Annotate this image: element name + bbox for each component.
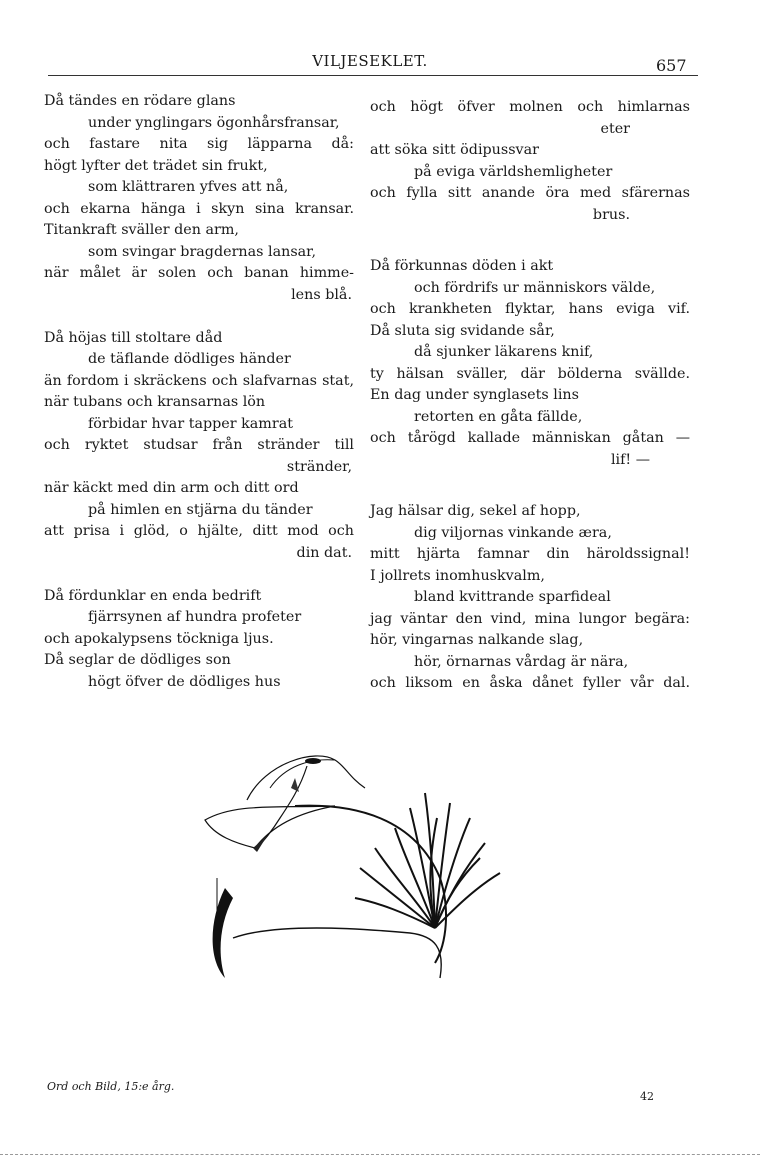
poem-line: Då tändes en rödare glans <box>44 93 236 109</box>
right-column <box>368 97 690 716</box>
poem-line: och apokalypsens töckniga ljus. <box>44 630 274 647</box>
ground-line <box>233 928 441 978</box>
flower-petal-inner <box>270 760 335 788</box>
poem-line: att prisa i glöd, o hjälte, ditt mod och <box>44 523 354 539</box>
poem-line: Jag hälsar dig, sekel af hopp, <box>370 503 581 519</box>
poem-line: och fylla sitt anande öra med sfärernas <box>370 185 690 201</box>
floral-ornament-icon <box>195 748 515 1008</box>
poem-line: och ekarna hänga i skyn sina kransar. <box>44 200 354 217</box>
footer-source: Ord och Bild, 15:e årg. <box>47 1080 175 1093</box>
running-header: VILJESEKLET. <box>312 52 428 70</box>
poem-line: I jollrets inomhuskvalm, <box>370 567 545 584</box>
poem-line: under ynglingars ögonhårsfransar, <box>88 114 340 131</box>
poem-line: En dag under synglasets lins <box>370 387 579 403</box>
poem-line: de täflande dödliges händer <box>88 351 291 367</box>
poem-line: Då förkunnas döden i akt <box>370 258 554 274</box>
poem-line: mitt hjärta famnar din häroldssignal! <box>370 546 690 562</box>
poem-line: eter <box>600 120 630 137</box>
poem-line: och fastare nita sig läpparna då: <box>44 136 354 152</box>
poem-line: när käckt med din arm och ditt ord <box>44 480 299 496</box>
poem-line: din dat. <box>296 544 352 561</box>
long-stem <box>295 806 446 963</box>
poem-line: jag väntar den vind, mina lungor begära: <box>370 610 690 627</box>
poem-line: när tubans och kransarnas lön <box>44 394 266 410</box>
poem-line: dig viljornas vinkande æra, <box>414 524 612 541</box>
stanza <box>368 97 690 226</box>
poem-line: förbidar hvar tapper kamrat <box>88 415 293 432</box>
stanza <box>368 501 690 695</box>
poem-line: Då fördunklar en enda bedrift <box>44 587 262 604</box>
poem-line: retorten en gåta fällde, <box>414 408 583 425</box>
poem-line: och krankheten flyktar, hans eviga vif. <box>370 301 690 317</box>
poem-line: lens blå. <box>291 286 352 303</box>
signature-mark: 42 <box>640 1090 654 1103</box>
poem-line: än fordom i skräckens och slafvarnas stat, <box>44 372 354 389</box>
grass-tuft <box>355 793 500 928</box>
curl-stroke <box>213 888 233 978</box>
bottom-edge <box>0 1154 760 1156</box>
poem-line: Då höjas till stoltare dåd <box>44 329 223 346</box>
poem-line: hör, örnarnas vårdag är nära, <box>414 653 629 670</box>
poem-line: stränder, <box>286 458 352 475</box>
poem-line: Då sluta sig svidande sår, <box>370 322 555 339</box>
poem-line: och liksom en åska dånet fyller vår dal. <box>370 675 690 691</box>
left-column <box>42 91 354 715</box>
poem-line: högt öfver de dödliges hus <box>88 673 281 690</box>
poem-line: och ryktet studsar från stränder till <box>44 437 354 453</box>
poem-line: fjärrsynen af hundra profeter <box>88 609 302 625</box>
poem-line: när målet är solen och banan himme- <box>44 265 354 281</box>
poem-line: på eviga världshemligheter <box>414 163 613 180</box>
poem-line: och högt öfver molnen och himlarnas <box>370 99 690 115</box>
poem-line: lif! — <box>610 451 650 468</box>
wing-leaf-tip <box>253 836 267 852</box>
poem-line: på himlen en stjärna du tänder <box>88 501 313 518</box>
poem-line: att söka sitt ödipussvar <box>370 142 539 158</box>
poem-line: då sjunker läkarens knif, <box>414 344 594 360</box>
poem-line: Då seglar de dödliges son <box>44 652 231 668</box>
stanza <box>42 328 354 565</box>
poem-line: som svingar bragdernas lansar, <box>88 243 316 260</box>
flower-center <box>305 758 321 764</box>
poem-line: Titankraft sväller den arm, <box>44 222 239 238</box>
stanza <box>42 586 354 694</box>
stanza <box>42 91 354 306</box>
poem-line: brus. <box>592 206 630 223</box>
poem-line: högt lyfter det trädet sin frukt, <box>44 157 268 174</box>
poem-line: och fördrifs ur människors välde, <box>414 279 656 296</box>
poem-line: bland kvittrande sparfideal <box>414 589 611 605</box>
flower-drip <box>291 778 299 792</box>
page-number: 657 <box>656 56 687 75</box>
poem-line: och tårögd kallade människan gåtan — <box>370 430 690 446</box>
stanza <box>368 256 690 471</box>
header-rule <box>48 75 698 76</box>
wing-leaf-outline <box>205 806 335 848</box>
poem-line: som klättraren yfves att nå, <box>88 179 289 195</box>
poem-line: hör, vingarnas nalkande slag, <box>370 632 584 648</box>
poem-line: ty hälsan sväller, där bölderna svällde. <box>370 365 690 382</box>
